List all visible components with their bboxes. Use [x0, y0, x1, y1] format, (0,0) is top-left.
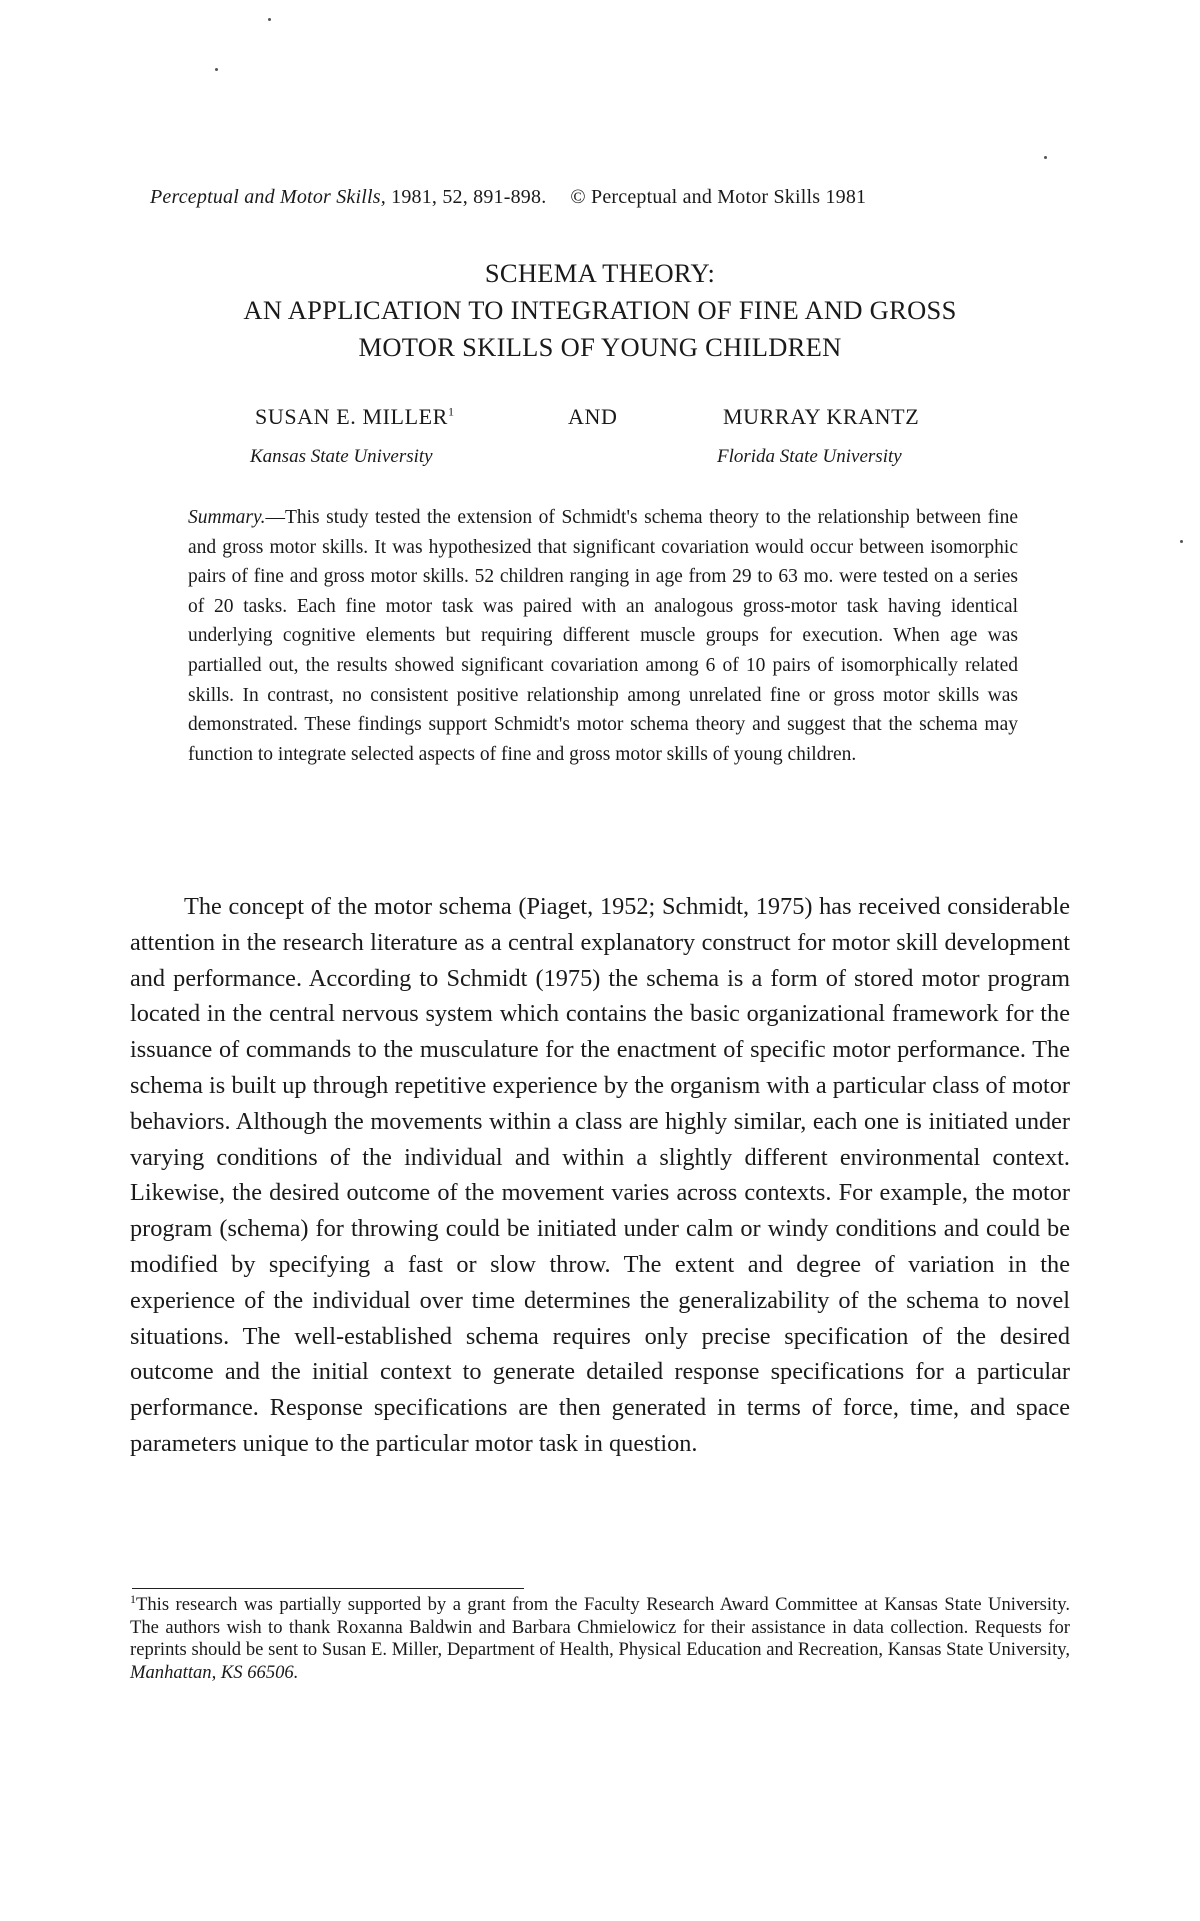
author-conjunction: AND — [568, 404, 618, 429]
summary-text: —This study tested the extension of Schmidt's schema theory to the relationship between fine and gross motor skills. It was hypothesized that significant covariation would occur between isomorphic pairs of fine and gross motor skills. 52 children ranging in age from 29 to 63 mo. were tested on a series of 20 tasks. Each fine motor task was paired with an analogous gross-motor task having identical underlying cognitive elements but requiring different muscle groups for execution. When age was partialled out, the results showed significant covariation among 6 of 10 pairs of isomorphically related skills. In contrast, no consistent positive relationship among unrelated fine or gross motor skills was demonstrated. These findings support Schmidt's motor schema theory and suggest that the schema may function to integrate selected aspects of fine and gross motor skills of young children. — [188, 507, 1018, 765]
title-line-1: SCHEMA THEORY: — [484, 258, 716, 288]
journal-citation-line — [150, 186, 1050, 209]
copyright-notice: © Perceptual and Motor Skills 1981 — [570, 186, 867, 208]
footnote-marker: 1 — [130, 1591, 136, 1606]
title-line-3: MOTOR SKILLS OF YOUNG CHILDREN — [358, 332, 842, 362]
scan-speck — [215, 68, 218, 71]
body-paragraph — [130, 889, 1070, 1462]
author-footnote-marker: 1 — [447, 404, 455, 419]
article-title — [140, 255, 1060, 366]
scan-speck — [1180, 540, 1183, 543]
abstract-summary — [188, 503, 1018, 769]
summary-label: Summary. — [188, 507, 266, 528]
body-paragraph-text: The concept of the motor schema (Piaget, 1952; Schmidt, 1975) has received considerable attention in the research literature as a central explanatory construct for motor skill development and performance. According to Schmidt (1975) the schema is a form of stored motor program located in the central nervous system which contains the basic organizational framework for the issuance of commands to the musculature for the enactment of specific motor performance. The schema is built up through repetitive experience by the organism with a particular class of motor behaviors. Although the movements within a class are highly similar, each one is initiated under varying conditions of the individual and within a slightly different environmental context. Likewise, the desired outcome of the movement varies across contexts. For example, the motor program (schema) for throwing could be initiated under calm or windy conditions and could be modified by specifying a fast or slow throw. The extent and degree of variation in the experience of the individual over time determines the generalizability of the schema to novel situations. The well-established schema requires only precise specification of the desired outcome and the initial context to generate detailed response specifications for a particular performance. Response specifications are then generated in terms of force, time, and space parameters unique to the particular motor task in question. — [130, 893, 1070, 1457]
first-author-name: SUSAN E. MILLER — [255, 404, 448, 429]
scan-speck — [268, 18, 271, 21]
footnote-divider — [132, 1588, 524, 1589]
footnote-location: Manhattan, KS 66506. — [130, 1661, 299, 1683]
second-author-name: MURRAY KRANTZ — [723, 404, 920, 429]
title-line-2: AN APPLICATION TO INTEGRATION OF FINE AND GROSS — [243, 295, 957, 325]
journal-name: Perceptual and Motor Skills, — [150, 186, 386, 208]
footnote-text: This research was partially supported by a grant from the Faculty Research Award Committee at Kansas State University. The authors wish to thank Roxanna Baldwin and Barbara Chmielowicz for their assistance in data collection. Requests for reprints should be sent to Susan E. Miller, Department of Health, Physical Education and Recreation, Kansas State University, — [130, 1594, 1070, 1660]
first-author — [255, 404, 455, 430]
second-author-affiliation: Florida State University — [717, 446, 902, 467]
footnote — [130, 1591, 1070, 1684]
journal-citation: 1981, 52, 891-898. — [385, 186, 547, 208]
scan-speck — [1044, 156, 1047, 159]
first-author-affiliation: Kansas State University — [250, 446, 433, 467]
